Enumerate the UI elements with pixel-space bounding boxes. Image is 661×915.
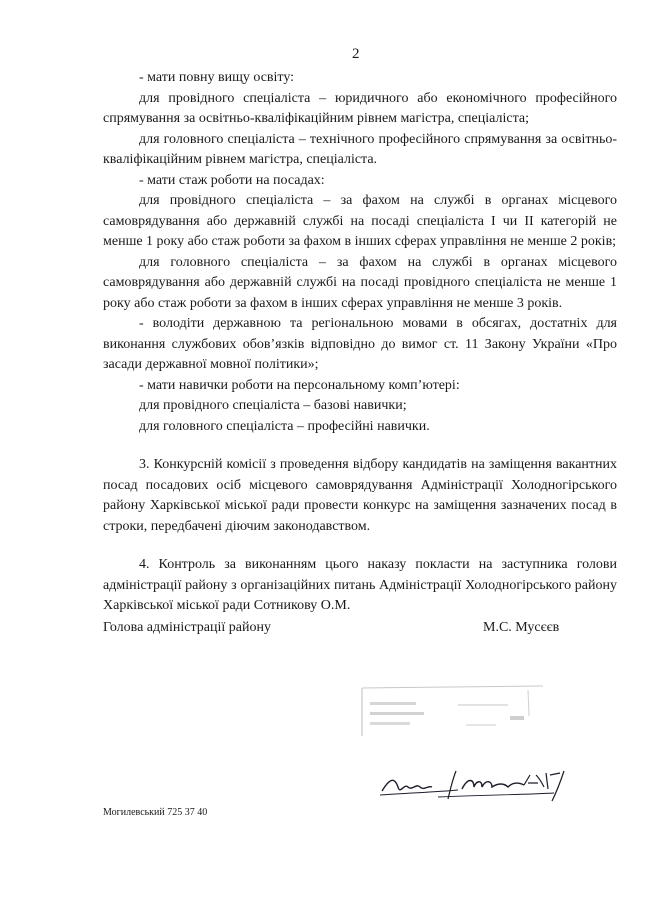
signatory-name: М.С. Мусєєв [483, 620, 560, 635]
paragraph: для провідного спеціаліста – базові навички; [139, 398, 407, 413]
page-number: 2 [352, 46, 360, 62]
handwritten-signature [378, 765, 578, 805]
paragraph: - володіти державною та регіональною мовами в обсягах, достатніх для виконання службових обов’язків відповідно до вимог ст. 11 Закону України «Про засади державної мовної політики»; [103, 316, 617, 372]
paragraph: - мати повну вищу освіту: [139, 70, 295, 85]
paragraph: для провідного спеціаліста – юридичного або економічного професійного спрямування за освітньо-кваліфікаційним рівнем магістра, спеціаліста; [103, 90, 617, 126]
paragraph: - мати стаж роботи на посадах: [139, 172, 325, 188]
body-text [103, 68, 617, 617]
paragraph: для головного спеціаліста – професійні навички. [139, 418, 430, 434]
signatory-title: Голова адміністрації району [103, 620, 271, 635]
paragraph: для головного спеціаліста – технічного професійного спрямування за освітньо-кваліфікаційним рівнем магістра, спеціаліста. [103, 131, 617, 167]
paragraph: для провідного спеціаліста – за фахом на службі в органах місцевого самоврядування або державній службі на посаді спеціаліста І чи ІІ категорій не менше 1 року або стаж роботи за фахом в інших сферах управління не менше 2 років; [103, 193, 617, 249]
footer-contact: Могилевський 725 37 40 [103, 807, 208, 818]
approval-stamp [358, 680, 546, 740]
paragraph: - мати навички роботи на персональному комп’ютері: [139, 377, 460, 393]
paragraph: для головного спеціаліста – за фахом на службі в органах місцевого самоврядування або державній службі на посаді провідного спеціаліста не менше 1 року або стаж роботи за фахом в інших сферах управління не менше 3 років. [103, 254, 617, 311]
paragraph-item-3: 3. Конкурсній комісії з проведення відбору кандидатів на заміщення вакантних посад посадових осіб місцевого самоврядування Адміністрації Холодногірського району Харківської міської ради провести конкурс на заміщення зазначених посад в строки, передбачені діючим законодавством. [103, 457, 617, 534]
paragraph-item-4: 4. Контроль за виконанням цього наказу покласти на заступника голови адміністрації району з організаційних питань Адміністрації Холодногірського району Харківської міської ради Сотникову О.М. [103, 557, 617, 613]
